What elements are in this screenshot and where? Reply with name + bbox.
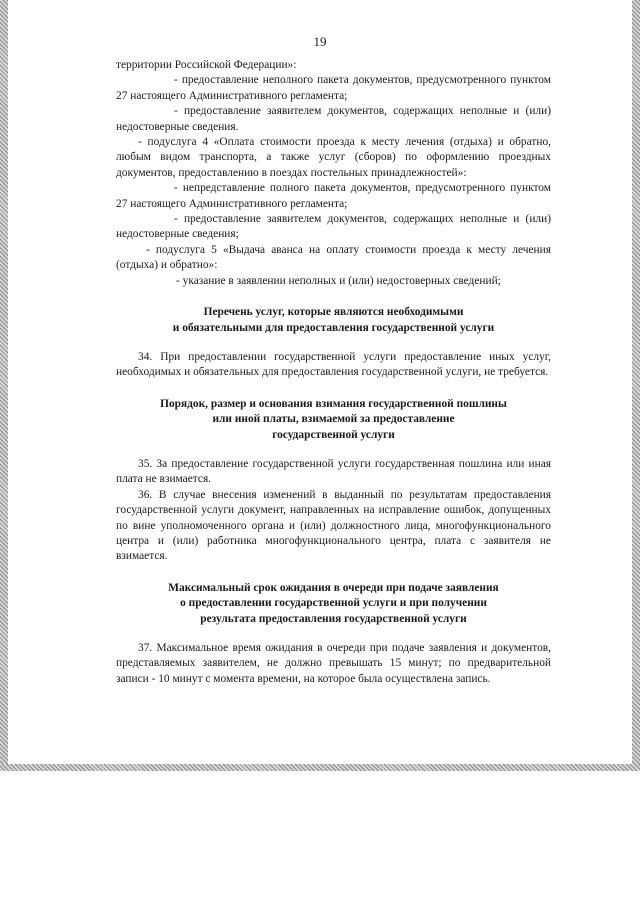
section-heading: или иной платы, взимаемой за предоставление xyxy=(212,413,455,426)
paragraph: - непредставление полного пакета документов, предусмотренного пунктом 27 настоящего Административного регламента; xyxy=(116,182,551,210)
scan-border-left xyxy=(0,0,8,770)
section-heading: о предоставлении государственной услуги и при получении xyxy=(180,597,487,610)
scan-border-bottom xyxy=(0,764,640,771)
paragraph-37: 37. Максимальное время ожидания в очереди при подаче заявления и документов, представляемых заявителем, не должно превышать 15 минут; по предварительной записи - 10 минут с момента времени, на которое была осуществлена запись. xyxy=(116,642,551,685)
paragraph-35: 35. За предоставление государственной услуги государственная пошлина или иная плата не взимается. xyxy=(116,457,551,486)
section-heading: Порядок, размер и основания взимания государственной пошлины xyxy=(160,397,507,410)
scan-border-right xyxy=(632,0,640,770)
page-number: 19 xyxy=(313,34,327,49)
paragraph: - предоставление неполного пакета документов, предусмотренного пунктом 27 настоящего Административного регламента; xyxy=(116,74,551,102)
paragraph: - указание в заявлении неполных и (или) недостоверных сведений; xyxy=(176,274,501,287)
paragraph: - предоставление заявителем документов, содержащих неполные и (или) недостоверные сведения; xyxy=(116,213,551,241)
document-body xyxy=(116,58,551,687)
paragraph: - подуслуга 4 «Оплата стоимости проезда к месту лечения (отдыха) и обратно, любым видом транспорта, а также услуг (сборов) по оформлению проездных документов, предоставлению в поездах постельных принадлежностей»: xyxy=(116,136,551,179)
paragraph: - предоставление заявителем документов, содержащих неполные и (или) недостоверные сведения. xyxy=(116,105,551,133)
section-heading: результата предоставления государственной услуги xyxy=(200,612,467,625)
paragraph: территории Российской Федерации»: xyxy=(116,59,297,71)
paragraph-36: 36. В случае внесения изменений в выданный по результатам предоставления государственной услуги документ, направленных на исправление ошибок, допущенных по вине уполномоченного органа и (или) должностного лица, многофункционального центра и (или) работника многофункционального центра, плата с заявителя не взимается. xyxy=(116,488,551,563)
section-heading: государственной услуги xyxy=(272,428,395,441)
section-heading: Перечень услуг, которые являются необходимыми xyxy=(203,306,464,319)
paragraph: - подуслуга 5 «Выдача аванса на оплату стоимости проезда к месту лечения (отдыха) и обратно»: xyxy=(116,243,551,272)
paragraph-34: 34. При предоставлении государственной услуги предоставление иных услуг, необходимых и обязательных для предоставления государственной услуги, не требуется. xyxy=(116,350,551,379)
section-heading: и обязательными для предоставления государственной услуги xyxy=(172,321,495,334)
section-heading: Максимальный срок ожидания в очереди при подаче заявления xyxy=(168,581,499,594)
